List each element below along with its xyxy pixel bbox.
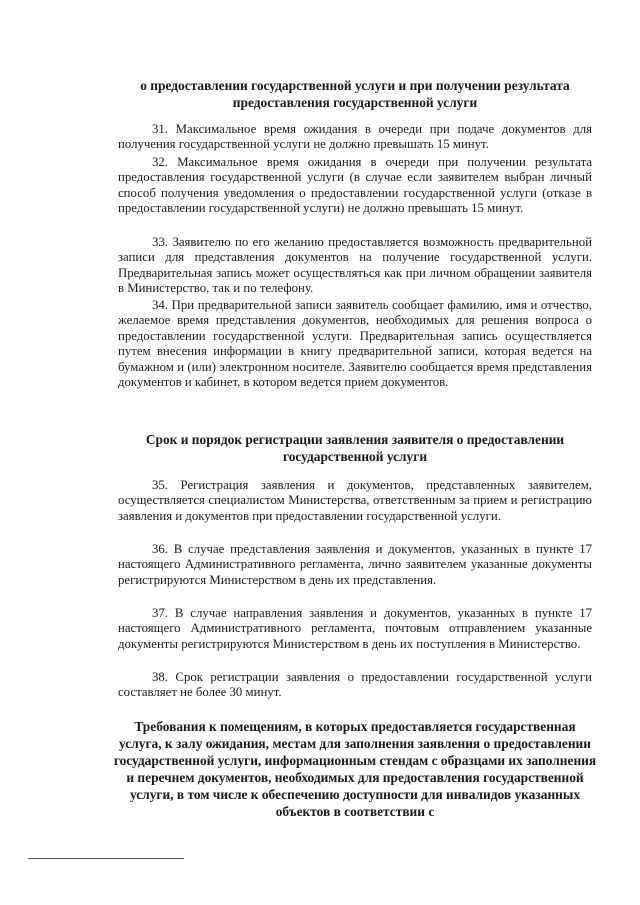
- paragraph-31: 31. Максимальное время ожидания в очереди при подаче документов для получения государственной услуги не должно превышать 15 минут.: [118, 122, 592, 152]
- section-heading-premises: Требования к помещениям, в которых предоставляется государственная услуга, к залу ожидания, местам для заполнения заявления о предоставлении государственной услуги, информационным стендам с образцами их заполнения и перечнем документов, необходимых для предоставления государственной услуги, в том числе к обеспечению доступности для инвалидов указанных объектов в соответствии с: [113, 719, 597, 819]
- paragraph-37: 37. В случае направления заявления и документов, указанных в пункте 17 настоящего Административного регламента, почтовым отправлением указанные документы регистрируются Министерством в день их поступления в Министерство.: [118, 606, 592, 651]
- paragraph-32: 32. Максимальное время ожидания в очереди при получении результата предоставления государственной услуги (в случае если заявителем выбран личный способ получения уведомления о предоставлении государственной услуги (отказе в предоставлении государственной услуги) не должно превышать 15 минут.: [118, 155, 592, 216]
- paragraph-38: 38. Срок регистрации заявления о предоставлении государственной услуги составляет не более 30 минут.: [118, 670, 592, 700]
- paragraph-35: 35. Регистрация заявления и документов, представленных заявителем, осуществляется специалистом Министерства, ответственным за прием и регистрацию заявления и документов при предоставлении государственной услуги.: [118, 478, 592, 523]
- footnote-separator: [28, 858, 184, 859]
- section-heading-registration: Срок и порядок регистрации заявления заявителя о предоставлении государственной услуги: [145, 432, 565, 464]
- paragraph-36: 36. В случае представления заявления и документов, указанных в пункте 17 настоящего Административного регламента, лично заявителем указанные документы регистрируются Министерством в день их представления.: [118, 542, 592, 587]
- paragraph-34: 34. При предварительной записи заявитель сообщает фамилию, имя и отчество, желаемое время представления документов, необходимых для решения вопроса о предоставлении государственной услуги. Предварительная запись осуществляется путем внесения информации в книгу предварительной записи, которая ведется на бумажном и (или) электронном носителе. Заявителю сообщается время представления документов и кабинет, в котором ведется прием документов.: [118, 298, 592, 390]
- section-heading-continued: о предоставлении государственной услуги и при получении результата предоставления государственной услуги: [140, 78, 570, 110]
- paragraph-33: 33. Заявителю по его желанию предоставляется возможность предварительной записи для представления документов на получение государственной услуги. Предварительная запись может осуществляться как при личном обращении заявителя в Министерство, так и по телефону.: [118, 235, 592, 296]
